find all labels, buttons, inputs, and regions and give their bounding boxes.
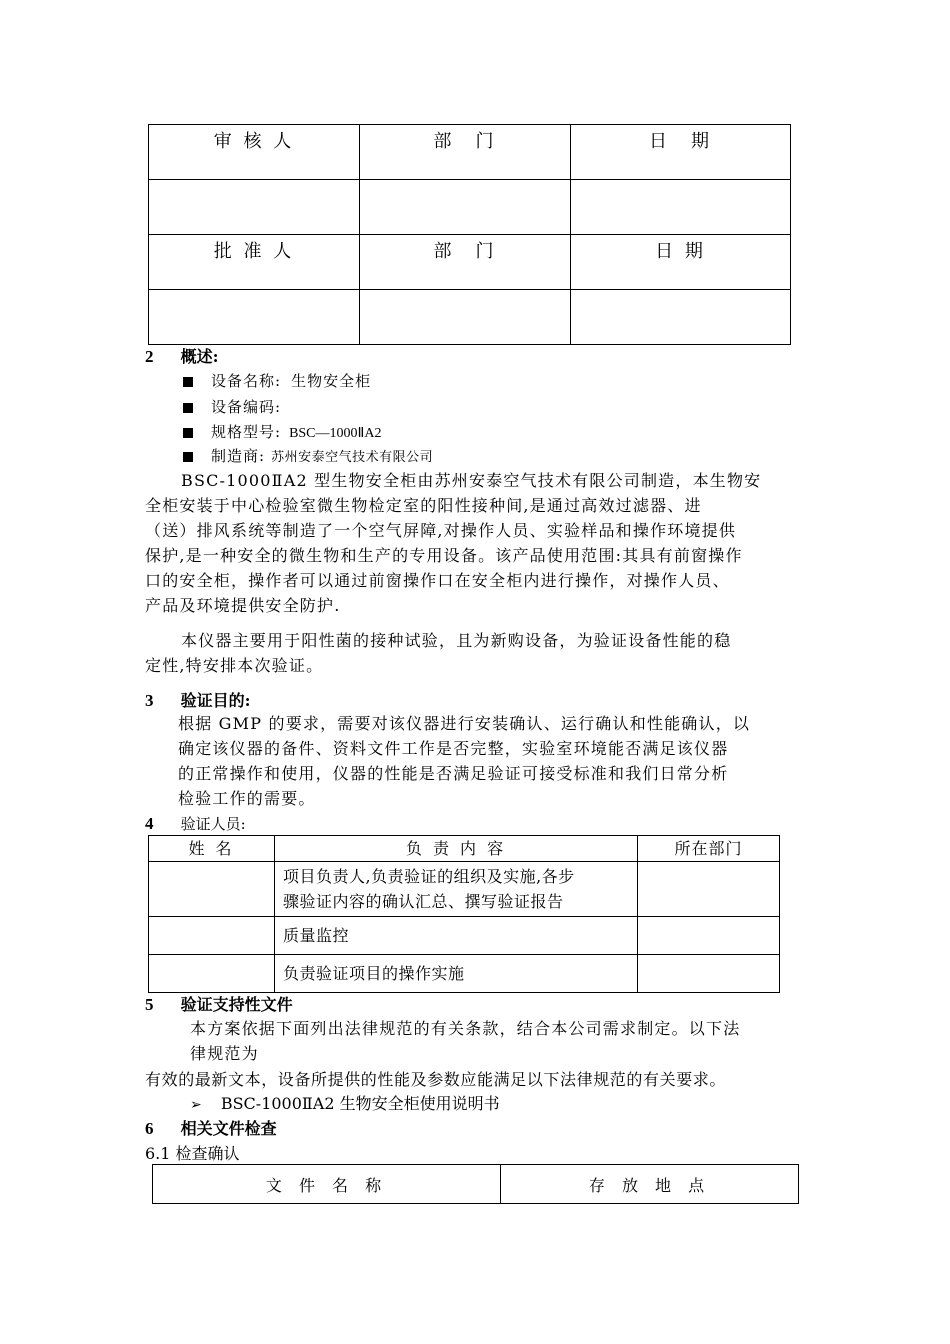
paragraph-line: （送）排风系统等制造了一个空气屏障,对操作人员、实验样品和操作环境提供 [145,521,737,540]
reviewer-header: 审 核 人 [149,125,360,180]
section-number: 6 [145,1119,154,1138]
bullet-label: 规格型号: [211,423,282,441]
table-row [149,862,780,917]
section2-heading [145,344,219,367]
duty-header: 负 责 内 容 [275,836,638,862]
section-title: 概述: [180,347,219,366]
file-header-row [153,1165,799,1204]
square-bullet-icon [183,452,193,462]
bullet-value: 生物安全柜 [291,372,372,390]
approver-cell [149,290,360,345]
section-title: 验证目的: [180,691,251,710]
dept-header: 所在部门 [638,836,780,862]
file-location-header: 存 放 地 点 [501,1165,799,1204]
bullet-model [183,421,382,442]
approval-header-row [149,235,791,290]
duty-cell [275,917,638,955]
reviewer-date-header: 日 期 [571,125,791,180]
section5-heading [145,992,293,1015]
name-header: 姓 名 [149,836,275,862]
support-doc-item [190,1091,500,1114]
paragraph-line: 检验工作的需要。 [178,789,316,808]
paragraph-line: 根据 GMP 的要求，需要对该仪器进行安装确认、运行确认和性能确认，以 [178,714,751,733]
duty-line: 骤验证内容的确认汇总、撰写验证报告 [283,892,564,911]
square-bullet-icon [183,403,193,413]
square-bullet-icon [183,377,193,387]
paragraph-line: 定性,特安排本次验证。 [145,656,324,675]
section3-heading [145,688,251,711]
section-title: 相关文件检查 [180,1119,277,1138]
duty-line: 负责验证项目的操作实施 [283,964,465,983]
paragraph-line: 全柜安装于中心检验室微生物检定室的阳性接种间,是通过高效过滤器、进 [145,496,702,515]
paragraph-line: 口的安全柜，操作者可以通过前窗操作口在安全柜内进行操作，对操作人员、 [145,571,730,590]
paragraph-line: 保护,是一种安全的微生物和生产的专用设备。该产品使用范围:其具有前窗操作 [145,546,743,565]
file-name-header: 文 件 名 称 [153,1165,501,1204]
reviewer-cell [149,180,360,235]
section-number: 3 [145,691,154,710]
square-bullet-icon [183,428,193,438]
duty-line: 项目负责人,负责验证的组织及实施,各步 [283,867,575,886]
overview-paragraph [145,468,805,618]
paragraph-line: 本仪器主要用于阳性菌的接种试验，且为新购设备，为验证设备性能的稳 [181,631,732,650]
section4-heading [145,813,246,834]
dept-cell [638,917,780,955]
arrow-bullet-icon: ➢ [190,1097,202,1113]
support-doc-title: BSC-1000ⅡA2 生物安全柜使用说明书 [220,1094,500,1113]
bullet-value: BSC—1000ⅡA2 [289,426,382,441]
section-title: 验证支持性文件 [180,995,293,1014]
support-doc-line-3: 有效的最新文本，设备所提供的性能及参数应能满足以下法律规范的有关要求。 [145,1070,727,1089]
name-cell [149,862,275,917]
objective-paragraph [178,711,805,811]
support-doc-line-2: 律规范为 [190,1044,259,1063]
dept-cell [638,862,780,917]
reviewer-dept-header: 部 门 [360,125,571,180]
personnel-table [148,835,780,993]
support-doc-line-1: 本方案依据下面列出法律规范的有关条款，结合本公司需求制定。以下法 [190,1019,741,1038]
personnel-header-row [149,836,780,862]
section6-heading [145,1116,277,1139]
bullet-device-name [183,370,371,391]
approver-header: 批 准 人 [149,235,360,290]
section-number: 4 [145,814,154,833]
approval-header-row [149,125,791,180]
file-check-table [152,1164,799,1204]
name-cell [149,955,275,993]
bullet-value: 苏州安泰空气技术有限公司 [271,450,434,465]
bullet-label: 制造商: [211,447,266,465]
section-number: 5 [145,995,154,1014]
approver-dept-header: 部 门 [360,235,571,290]
approval-blank-row [149,290,791,345]
approver-dept-cell [360,290,571,345]
duty-cell [275,955,638,993]
paragraph-line: 产品及环境提供安全防护. [145,596,341,615]
paragraph-line: BSC-1000ⅡA2 型生物安全柜由苏州安泰空气技术有限公司制造，本生物安 [181,471,762,490]
bullet-manufacturer [183,445,433,466]
reviewer-date-cell [571,180,791,235]
section-number: 2 [145,347,154,366]
approver-date-header: 日 期 [571,235,791,290]
approver-date-cell [571,290,791,345]
section-title: 验证人员: [180,815,246,833]
purpose-paragraph [145,628,805,678]
approval-table [148,124,791,345]
table-row [149,955,780,993]
subsection-title: 6.1 检查确认 [145,1144,240,1163]
bullet-label: 设备名称: [211,372,282,390]
bullet-device-code [183,396,281,417]
paragraph-line: 确定该仪器的备件、资料文件工作是否完整，实验室环境能否满足该仪器 [178,739,729,758]
name-cell [149,917,275,955]
table-row [149,917,780,955]
paragraph-line: 的正常操作和使用，仪器的性能是否满足验证可接受标准和我们日常分析 [178,764,729,783]
duty-cell [275,862,638,917]
bullet-label: 设备编码: [211,398,282,416]
approval-blank-row [149,180,791,235]
reviewer-dept-cell [360,180,571,235]
duty-line: 质量监控 [283,926,350,945]
dept-cell [638,955,780,993]
